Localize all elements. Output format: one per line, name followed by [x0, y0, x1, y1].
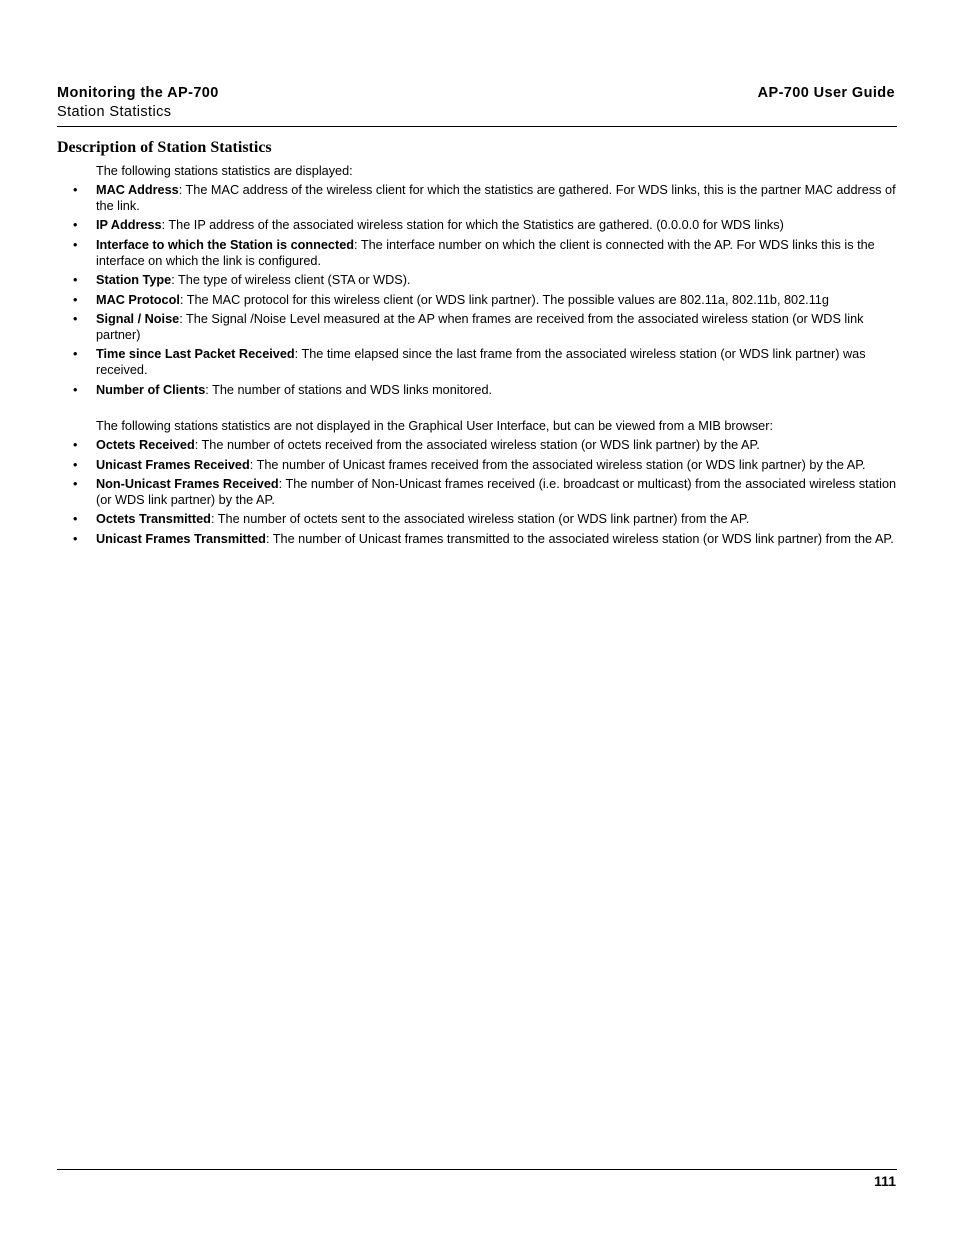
item-term: MAC Protocol: [96, 292, 180, 307]
item-desc: : The number of Non-Unicast frames received (i.e. broadcast or multicast) from the associated wireless station (or WDS link partner) by the AP.: [96, 476, 897, 507]
footer-divider: [57, 1169, 897, 1170]
not-displayed-intro: The following stations statistics are not displayed in the Graphical User Interface, but can be viewed from a MIB browser:: [96, 419, 773, 434]
list-item: [57, 292, 899, 308]
section-subtitle: Station Statistics: [57, 104, 172, 120]
item-desc: : The interface number on which the client is connected with the AP. For WDS links this is the interface on which the link is configured.: [96, 237, 875, 268]
bullet-icon: •: [73, 531, 78, 546]
item-desc: : The number of stations and WDS links monitored.: [205, 382, 493, 397]
item-term: Unicast Frames Received: [96, 457, 250, 472]
list-item: [57, 237, 899, 269]
not-displayed-list: [57, 437, 899, 547]
list-item: [57, 272, 899, 288]
item-term: Unicast Frames Transmitted: [96, 531, 266, 546]
paragraph-spacer: [57, 401, 899, 418]
list-item: [57, 437, 899, 453]
section-title: Description of Station Statistics: [57, 139, 272, 156]
list-item: [57, 382, 899, 398]
item-term: Non-Unicast Frames Received: [96, 476, 279, 491]
list-item: [57, 511, 899, 527]
guide-title: AP-700 User Guide: [757, 85, 895, 101]
bullet-icon: •: [73, 476, 78, 491]
page-number: 111: [874, 1173, 896, 1189]
bullet-icon: •: [73, 218, 78, 233]
bullet-icon: •: [73, 292, 78, 307]
list-item: [57, 531, 899, 547]
list-item: [57, 457, 899, 473]
item-term: Number of Clients: [96, 382, 206, 397]
list-item: [57, 346, 899, 378]
item-term: Station Type: [96, 273, 172, 288]
list-item: [57, 476, 899, 508]
item-desc: : The number of Unicast frames transmitted to the associated wireless station (or WDS link partner) from the AP.: [265, 531, 894, 546]
bullet-icon: •: [73, 273, 78, 288]
item-term: IP Address: [96, 218, 162, 233]
body-content: [57, 163, 899, 550]
bullet-icon: •: [73, 382, 78, 397]
item-term: Octets Received: [96, 438, 195, 453]
item-desc: : The number of octets sent to the associated wireless station (or WDS link partner) from the AP.: [210, 512, 750, 527]
bullet-icon: •: [73, 183, 78, 197]
item-desc: : The number of Unicast frames received from the associated wireless station (or WDS link partner) by the AP.: [249, 457, 866, 472]
item-term: Octets Transmitted: [96, 512, 211, 527]
bullet-icon: •: [73, 237, 78, 252]
item-term: Time since Last Packet Received: [96, 347, 295, 362]
item-desc: : The type of wireless client (STA or WDS).: [171, 273, 411, 288]
item-term: Signal / Noise: [96, 311, 180, 326]
displayed-intro: The following stations statistics are displayed:: [96, 164, 353, 178]
chapter-title: Monitoring the AP-700: [57, 85, 219, 101]
displayed-list: [57, 182, 899, 398]
item-term: Interface to which the Station is connected: [96, 237, 355, 252]
list-item: [57, 311, 899, 343]
bullet-icon: •: [73, 347, 78, 362]
item-desc: : The IP address of the associated wireless station for which the Statistics are gathered. (0.0.0.0 for WDS links): [161, 218, 784, 233]
list-item: [57, 217, 899, 233]
bullet-icon: •: [73, 438, 78, 453]
item-desc: : The MAC address of the wireless client for which the statistics are gathered. For WDS links, this is the partner MAC address of the link.: [96, 183, 896, 213]
header-divider: [57, 126, 897, 127]
item-desc: : The Signal /Noise Level measured at the AP when frames are received from the associated wireless station (or WDS link partner): [96, 311, 864, 342]
item-desc: : The MAC protocol for this wireless client (or WDS link partner). The possible values are 802.11a, 802.11b, 802.11g: [179, 292, 829, 307]
list-item: [57, 182, 899, 214]
item-term: MAC Address: [96, 183, 179, 197]
item-desc: : The number of octets received from the associated wireless station (or WDS link partner) by the AP.: [194, 438, 760, 453]
bullet-icon: •: [73, 311, 78, 326]
item-desc: : The time elapsed since the last frame from the associated wireless station (or WDS link partner) was received.: [96, 347, 866, 378]
bullet-icon: •: [73, 457, 78, 472]
bullet-icon: •: [73, 512, 78, 527]
